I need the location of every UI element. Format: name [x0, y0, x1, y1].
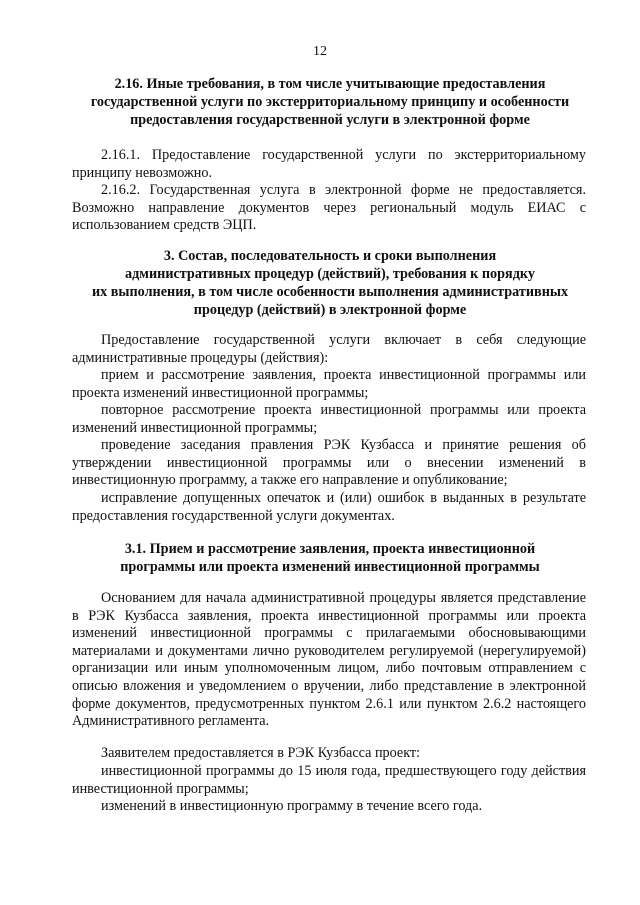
procedure-item: повторное рассмотрение проекта инвестиционной программы или проекта изменений инвестиционной программы;	[72, 402, 586, 436]
heading-line: государственной услуги по экстерриториальному принципу и особенности	[90, 94, 570, 110]
heading-line: их выполнения, в том числе особенности выполнения административных	[91, 284, 569, 300]
paragraph-2-16-1: 2.16.1. Предоставление государственной услуги по экстерриториальному принципу невозможно.	[72, 147, 586, 181]
section-3-1-investment-deadline: инвестиционной программы до 15 июля года, предшествующего году действия инвестиционной программы;	[72, 763, 586, 797]
section-3-1-basis-paragraph: Основанием для начала административной процедуры является представление в РЭК Кузбасса заявления, проекта инвестиционной программы или проекта изменений инвестиционной программы с прилагаемыми обосновывающими материалами и документами лично руководителем регулируемой (нерегулируемой) организации или иным уполномоченным лицом, либо почтовым отправлением с описью вложения и уведомлением о вручении, либо представление в электронной форме документов, предусмотренных пунктом 2.6.1 или пунктом 2.6.2 настоящего Административного регламента.	[72, 590, 586, 730]
paragraph-2-16-2: 2.16.2. Государственная услуга в электронной форме не предоставляется. Возможно направление документов через региональный модуль ЕИАС с использованием средств ЭЦП.	[72, 182, 586, 234]
heading-line: программы или проекта изменений инвестиционной программы	[120, 559, 540, 575]
heading-line: предоставления государственной услуги в электронной форме	[130, 112, 530, 128]
section-3-1-applicant-paragraph: Заявителем предоставляется в РЭК Кузбасса проект:	[101, 745, 421, 761]
procedure-item: исправление допущенных опечаток и (или) ошибок в выданных в результате предоставления государственной услуги документах.	[72, 490, 586, 524]
section-3-1-heading	[60, 540, 600, 576]
page-number: 12	[313, 44, 327, 59]
heading-line: 2.16. Иные требования, в том числе учитывающие предоставления	[114, 76, 546, 92]
heading-line: 3.1. Прием и рассмотрение заявления, проекта инвестиционной	[124, 541, 536, 557]
section-3-1-changes-paragraph: изменений в инвестиционную программу в течение всего года.	[101, 798, 483, 814]
heading-line: административных процедур (действий), требования к порядку	[125, 266, 535, 282]
procedure-item: проведение заседания правления РЭК Кузбасса и принятие решения об утверждении инвестиционной программы или о внесении изменений в инвестиционную программу, а также его направление и опубликование;	[72, 437, 586, 489]
section-3-intro: Предоставление государственной услуги включает в себя следующие административные процедуры (действия):	[72, 332, 586, 366]
heading-line: процедур (действий) в электронной форме	[193, 302, 467, 318]
heading-line: 3. Состав, последовательность и сроки выполнения	[163, 248, 497, 264]
section-2-16-heading	[60, 75, 600, 129]
section-3-heading	[60, 247, 600, 319]
procedure-item: прием и рассмотрение заявления, проекта инвестиционной программы или проекта изменений инвестиционной программы;	[72, 367, 586, 401]
